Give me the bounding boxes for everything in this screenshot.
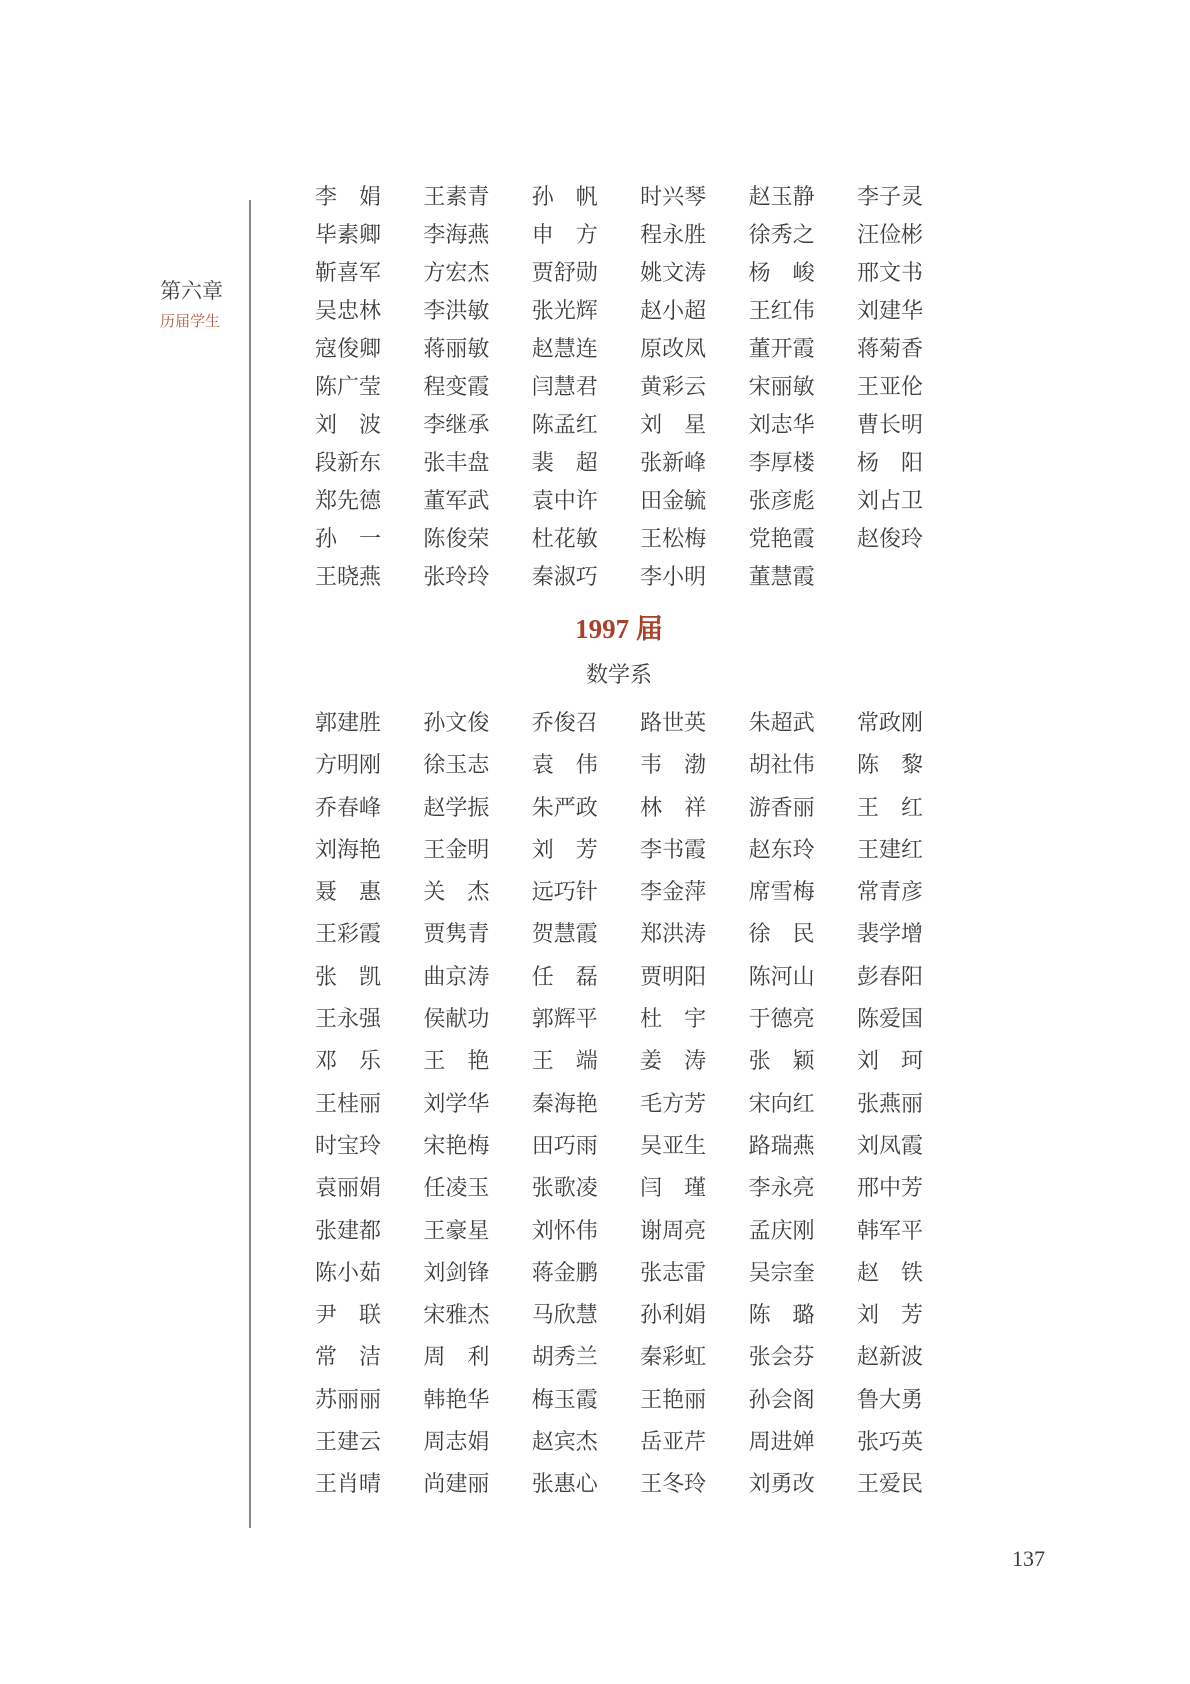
student-name: 田金毓 <box>640 488 707 513</box>
student-name: 张新峰 <box>640 450 707 475</box>
student-name: 刘剑锋 <box>423 1259 490 1285</box>
student-name: 赵东玲 <box>748 836 815 862</box>
student-name: 秦彩虹 <box>640 1344 707 1370</box>
student-name: 姜 涛 <box>640 1048 707 1074</box>
student-name: 岳亚芹 <box>640 1429 707 1455</box>
student-name: 程变霞 <box>423 374 490 399</box>
student-name: 陈孟红 <box>531 412 598 437</box>
student-name: 田巧雨 <box>531 1132 598 1158</box>
student-name: 王素青 <box>423 184 490 209</box>
student-name: 侯献功 <box>423 1006 490 1032</box>
student-name: 方宏杰 <box>423 260 490 285</box>
student-name: 常 洁 <box>315 1344 381 1370</box>
student-name: 徐玉志 <box>423 752 490 778</box>
student-name: 朱严政 <box>531 794 598 820</box>
student-name: 刘海艳 <box>315 836 382 862</box>
student-name: 关 杰 <box>423 879 490 905</box>
student-name: 方明刚 <box>315 752 382 778</box>
student-name: 徐 民 <box>748 921 815 947</box>
student-name: 贾舒勋 <box>531 260 598 285</box>
student-name: 申 方 <box>531 222 598 247</box>
student-name: 王红伟 <box>748 298 815 323</box>
student-name: 王晓燕 <box>315 564 382 589</box>
student-name: 袁 伟 <box>531 752 598 778</box>
student-name: 林 祥 <box>640 794 707 820</box>
student-name: 秦淑巧 <box>531 564 598 589</box>
student-name: 席雪梅 <box>748 879 815 905</box>
student-name: 朱超武 <box>748 710 815 735</box>
student-name: 孙会阁 <box>748 1386 815 1412</box>
student-name: 乔春峰 <box>315 794 382 820</box>
student-name: 王豪星 <box>423 1217 490 1243</box>
student-name: 路世英 <box>640 710 707 735</box>
student-name: 张惠心 <box>531 1471 598 1497</box>
student-name: 刘勇改 <box>748 1471 815 1497</box>
student-name: 赵宾杰 <box>531 1429 598 1455</box>
student-name: 梅玉霞 <box>531 1386 598 1412</box>
page-number: 137 <box>1012 1546 1045 1571</box>
student-name: 陈广莹 <box>315 374 382 399</box>
student-name: 寇俊卿 <box>315 336 382 361</box>
student-name: 赵玉静 <box>748 184 815 209</box>
student-name: 姚文涛 <box>640 260 707 285</box>
student-name: 赵 铁 <box>856 1259 923 1285</box>
student-name: 胡秀兰 <box>531 1344 598 1370</box>
student-name: 刘志华 <box>748 412 815 437</box>
student-name: 原改凤 <box>640 336 707 361</box>
student-name: 杜 宇 <box>640 1006 707 1032</box>
student-name: 任 磊 <box>531 963 598 989</box>
student-name: 邢中芳 <box>856 1175 923 1201</box>
student-name: 刘 珂 <box>856 1048 923 1074</box>
student-name: 常政刚 <box>856 710 923 735</box>
student-name: 吴亚生 <box>640 1132 707 1158</box>
student-name: 时宝玲 <box>315 1132 382 1158</box>
student-name: 陈 黎 <box>856 752 923 778</box>
student-name: 时兴琴 <box>640 184 707 209</box>
department-heading: 数学系 <box>585 662 652 687</box>
student-name: 韩艳华 <box>423 1386 490 1412</box>
student-name: 吴忠林 <box>315 298 382 323</box>
student-name: 尹 联 <box>315 1302 381 1328</box>
chapter-sidebar <box>160 281 240 330</box>
student-name: 李海燕 <box>423 222 490 247</box>
student-name: 王 红 <box>856 794 923 820</box>
student-name: 王亚伦 <box>856 374 923 399</box>
student-name: 贾明阳 <box>640 963 707 989</box>
vertical-divider <box>249 200 251 1528</box>
student-name: 王肖晴 <box>315 1471 382 1497</box>
student-name: 杜花敏 <box>531 526 598 551</box>
student-name: 蒋菊香 <box>856 336 923 361</box>
student-name: 王艳丽 <box>640 1386 707 1412</box>
student-name: 陈爱国 <box>856 1006 923 1032</box>
student-name: 任凌玉 <box>423 1175 490 1201</box>
student-name: 路瑞燕 <box>748 1132 815 1158</box>
student-name: 袁丽娟 <box>315 1175 382 1201</box>
student-name: 刘怀伟 <box>531 1217 598 1243</box>
student-name: 聂 惠 <box>315 879 381 905</box>
student-name: 陈 璐 <box>748 1302 815 1328</box>
student-name: 刘 芳 <box>531 836 598 862</box>
student-name: 程永胜 <box>640 222 707 247</box>
student-name: 郑先德 <box>315 488 382 513</box>
student-name: 董开霞 <box>748 336 815 361</box>
student-name: 刘建华 <box>856 298 923 323</box>
student-name: 孙利娟 <box>640 1302 707 1328</box>
student-name: 邢文书 <box>856 260 923 285</box>
student-name: 苏丽丽 <box>315 1386 382 1412</box>
student-name: 曲京涛 <box>423 963 490 989</box>
student-name: 张玲玲 <box>423 564 490 589</box>
student-name: 李洪敏 <box>423 298 490 323</box>
student-name: 周志娟 <box>423 1429 490 1455</box>
student-name: 秦海艳 <box>531 1090 598 1116</box>
student-name: 靳喜军 <box>315 260 382 285</box>
class-year-heading: 1997 届 <box>575 614 663 644</box>
student-name: 王建云 <box>315 1429 382 1455</box>
student-name: 李金萍 <box>640 879 707 905</box>
student-name: 毛方芳 <box>640 1090 707 1116</box>
student-name: 黄彩云 <box>640 374 707 399</box>
student-name: 赵新波 <box>856 1344 923 1370</box>
student-name: 常青彦 <box>856 879 923 905</box>
student-name: 刘学华 <box>423 1090 490 1116</box>
student-name: 杨 阳 <box>856 450 923 475</box>
student-name: 王 端 <box>531 1048 598 1074</box>
student-name: 裴学增 <box>856 921 923 947</box>
student-name: 鲁大勇 <box>856 1386 923 1412</box>
student-name: 王 艳 <box>423 1048 490 1074</box>
student-name: 刘 波 <box>315 412 381 437</box>
student-name: 赵慧连 <box>531 336 598 361</box>
student-name: 张丰盘 <box>423 450 490 475</box>
student-name: 李厚楼 <box>748 450 815 475</box>
student-name: 周进婵 <box>748 1429 815 1455</box>
student-name: 王爱民 <box>856 1471 923 1497</box>
student-name: 宋雅杰 <box>423 1302 490 1328</box>
student-name: 赵俊玲 <box>856 526 923 551</box>
student-name: 李子灵 <box>856 184 923 209</box>
student-name: 乔俊召 <box>531 710 598 735</box>
student-name: 宋丽敏 <box>748 374 815 399</box>
roster-previous-class <box>315 186 923 604</box>
student-name: 毕素卿 <box>315 222 382 247</box>
student-name: 杨 峻 <box>748 260 815 285</box>
student-name: 王金明 <box>423 836 490 862</box>
student-name: 汪俭彬 <box>856 222 923 247</box>
student-name: 孙文俊 <box>423 710 490 735</box>
student-name: 徐秀之 <box>748 222 815 247</box>
student-name: 刘凤霞 <box>856 1132 923 1158</box>
student-name: 陈俊荣 <box>423 526 490 551</box>
student-name: 韦 渤 <box>640 752 707 778</box>
student-name: 孙 一 <box>315 526 381 551</box>
student-name: 张光辉 <box>531 298 598 323</box>
student-name: 宋艳梅 <box>423 1132 490 1158</box>
student-name: 李 娟 <box>315 184 381 209</box>
student-name: 贾隽青 <box>423 921 490 947</box>
student-name: 赵学振 <box>423 794 490 820</box>
roster-1997-math <box>315 712 923 1516</box>
student-name: 王松梅 <box>640 526 707 551</box>
student-name: 裴 超 <box>531 450 598 475</box>
student-name: 王桂丽 <box>315 1090 382 1116</box>
student-name: 闫慧君 <box>531 374 598 399</box>
student-name: 周 利 <box>423 1344 490 1370</box>
student-name: 谢周亮 <box>640 1217 707 1243</box>
chapter-label: 第六章 <box>160 279 223 303</box>
student-name: 孟庆刚 <box>748 1217 815 1243</box>
student-name: 郭辉平 <box>531 1006 598 1032</box>
student-name: 远巧针 <box>531 879 598 905</box>
student-name: 董军武 <box>423 488 490 513</box>
student-name: 胡社伟 <box>748 752 815 778</box>
student-name: 李书霞 <box>640 836 707 862</box>
student-name: 张巧英 <box>856 1429 923 1455</box>
student-name: 韩军平 <box>856 1217 923 1243</box>
student-name: 蒋金鹏 <box>531 1259 598 1285</box>
student-name: 张 颖 <box>748 1048 815 1074</box>
student-name: 贺慧霞 <box>531 921 598 947</box>
student-name: 王彩霞 <box>315 921 382 947</box>
student-name: 赵小超 <box>640 298 707 323</box>
student-name: 于德亮 <box>748 1006 815 1032</box>
student-name: 张彦彪 <box>748 488 815 513</box>
student-name: 刘 星 <box>640 412 707 437</box>
student-name: 马欣慧 <box>531 1302 598 1328</box>
student-name: 彭春阳 <box>856 963 923 989</box>
student-name: 董慧霞 <box>748 564 815 589</box>
student-name: 段新东 <box>315 450 382 475</box>
student-name: 曹长明 <box>856 412 923 437</box>
student-name: 陈河山 <box>748 963 815 989</box>
student-name: 邓 乐 <box>315 1048 381 1074</box>
student-name: 张建都 <box>315 1217 382 1243</box>
student-name: 陈小茹 <box>315 1259 382 1285</box>
student-name: 党艳霞 <box>748 526 815 551</box>
student-name: 蒋丽敏 <box>423 336 490 361</box>
student-name: 刘 芳 <box>856 1302 923 1328</box>
student-name: 吴宗奎 <box>748 1259 815 1285</box>
student-name: 游香丽 <box>748 794 815 820</box>
student-name: 闫 瑾 <box>640 1175 707 1201</box>
student-name: 尚建丽 <box>423 1471 490 1497</box>
student-name: 张 凯 <box>315 963 381 989</box>
student-name: 刘占卫 <box>856 488 923 513</box>
student-name: 李小明 <box>640 564 707 589</box>
student-name: 王永强 <box>315 1006 382 1032</box>
student-name: 李继承 <box>423 412 490 437</box>
student-name: 张燕丽 <box>856 1090 923 1116</box>
student-name: 郭建胜 <box>315 710 382 735</box>
section-label: 历届学生 <box>160 314 221 330</box>
student-name: 王建红 <box>856 836 923 862</box>
student-name: 张志雷 <box>640 1259 707 1285</box>
student-name: 张会芬 <box>748 1344 815 1370</box>
student-name: 李永亮 <box>748 1175 815 1201</box>
student-name: 王冬玲 <box>640 1471 707 1497</box>
student-name: 宋向红 <box>748 1090 815 1116</box>
student-name: 袁中许 <box>531 488 598 513</box>
student-name: 郑洪涛 <box>640 921 707 947</box>
student-name: 孙 帆 <box>531 184 598 209</box>
student-name: 张歌凌 <box>531 1175 598 1201</box>
